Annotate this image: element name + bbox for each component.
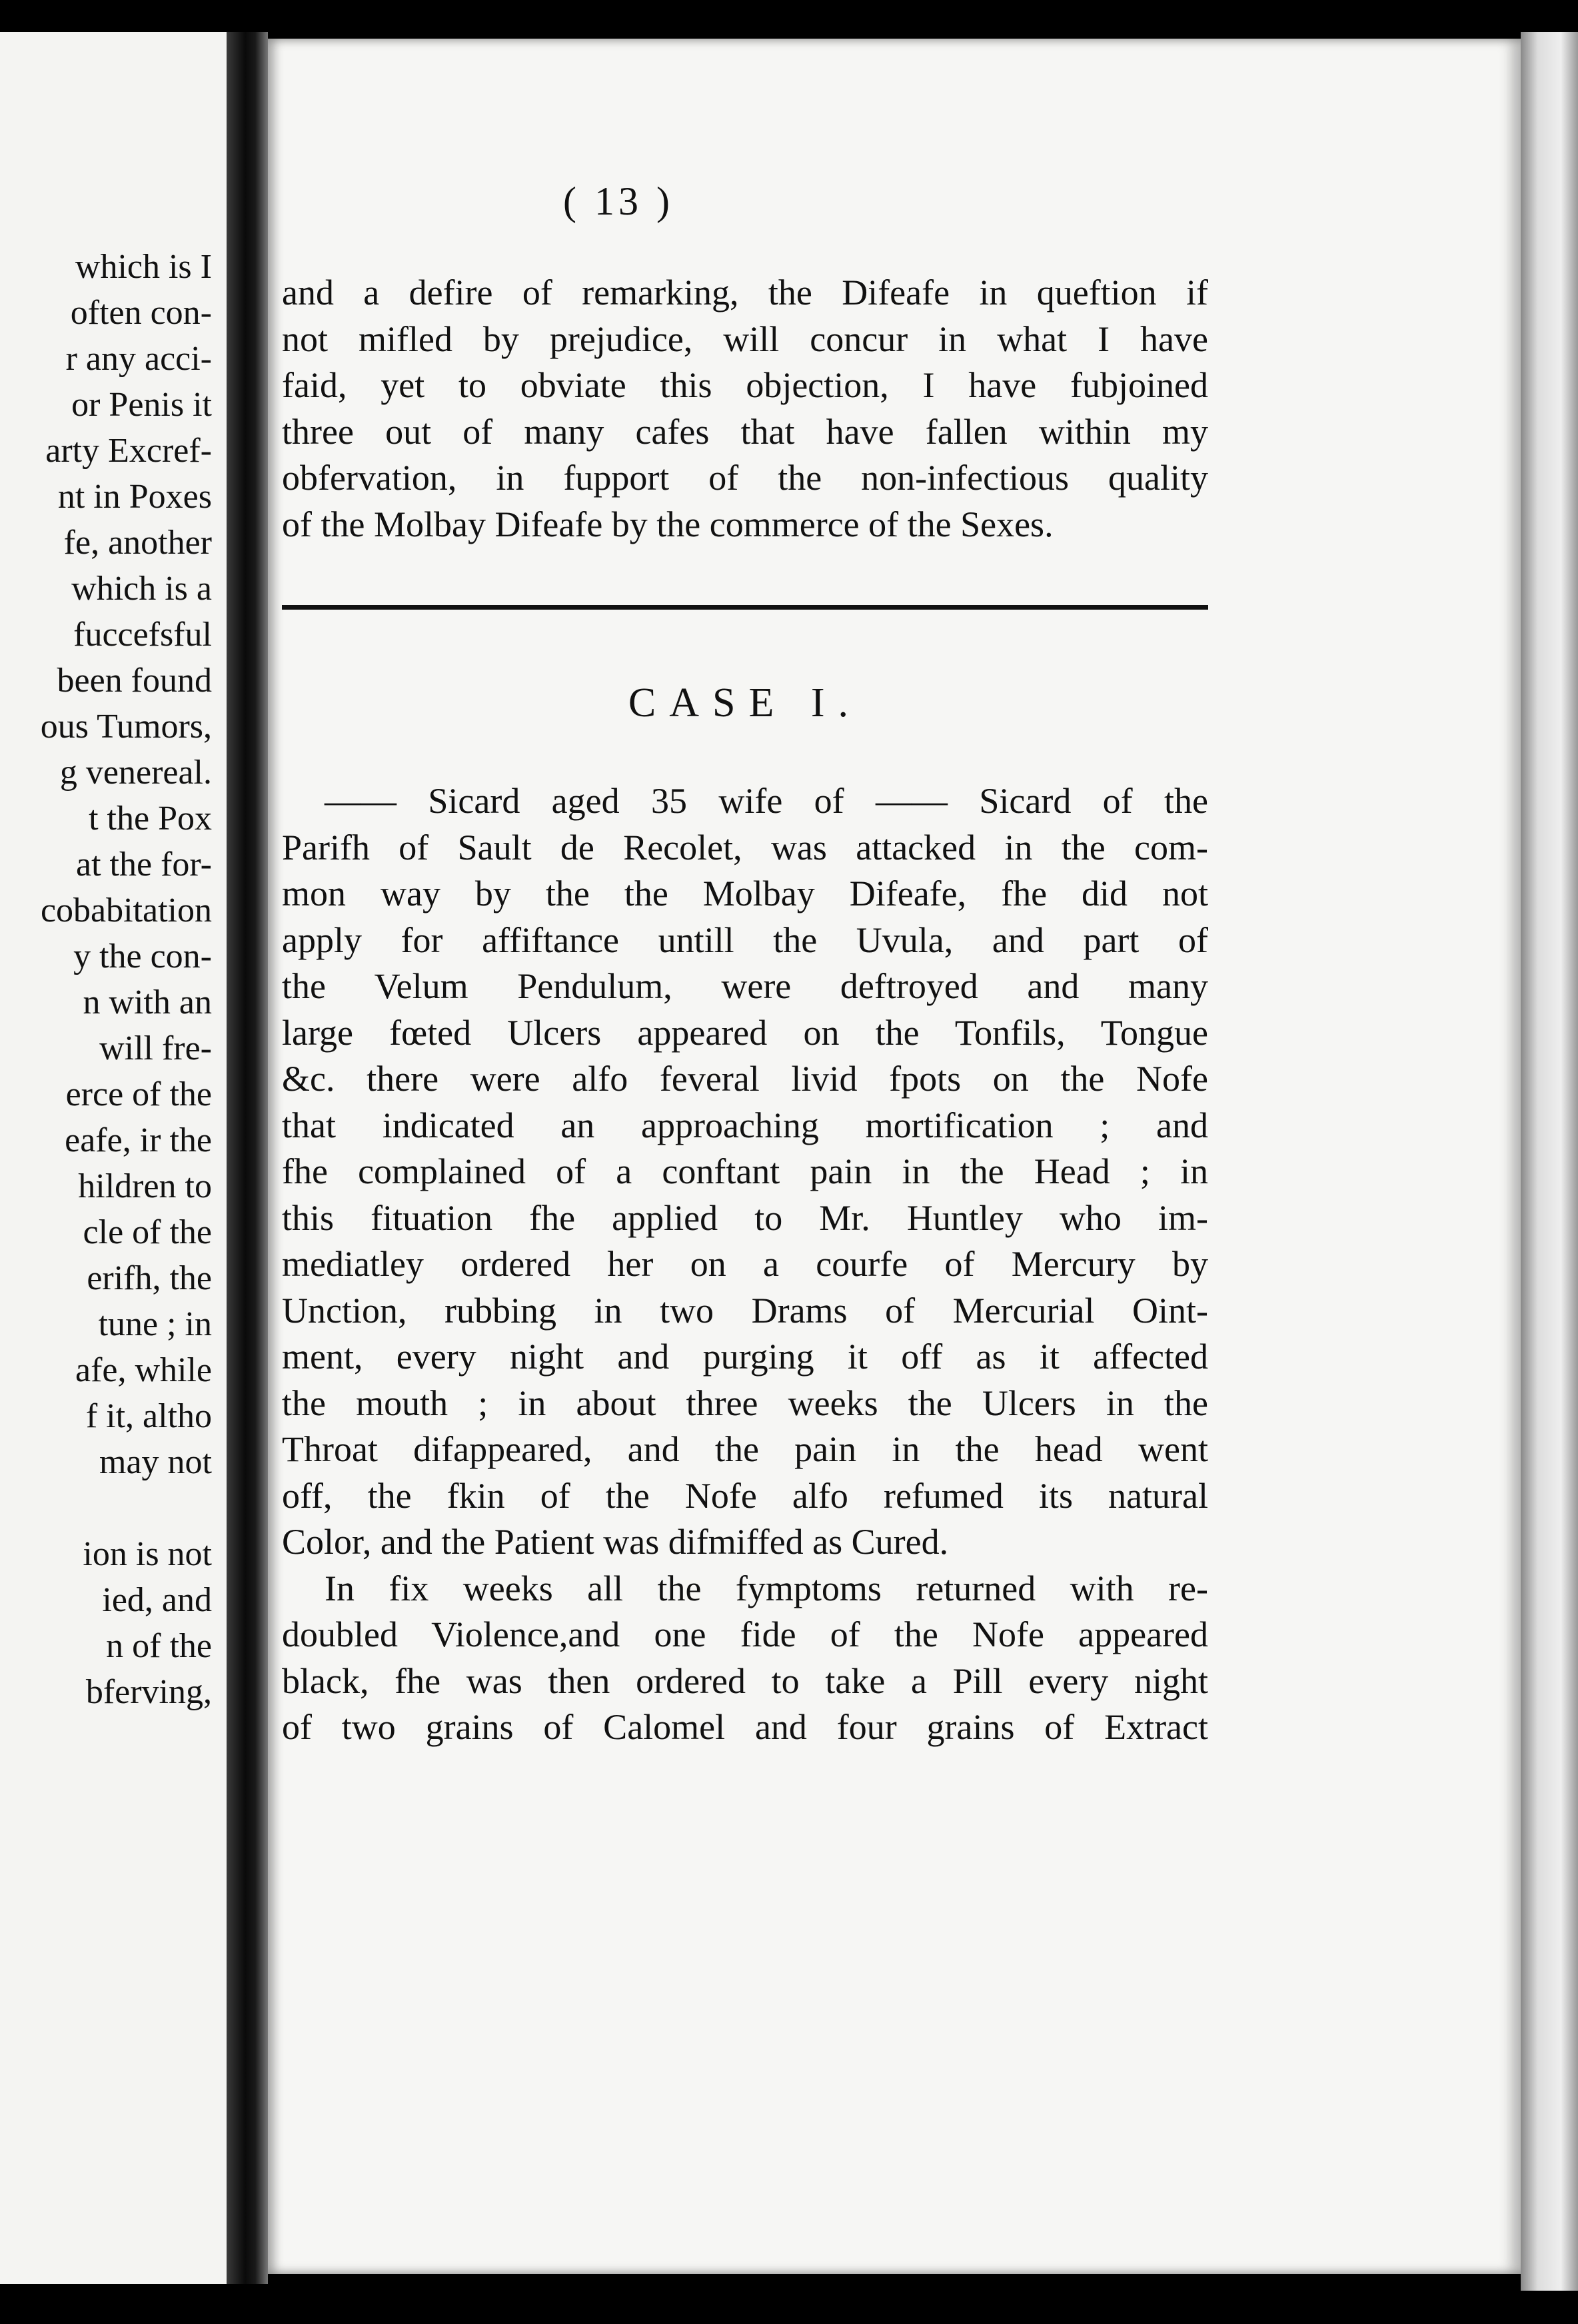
- text-line: faid, yet to obviate this objection, I have fubjoined: [282, 365, 1208, 405]
- text-line: the mouth ; in about three weeks the Ulcers in the: [282, 1383, 1208, 1423]
- facing-page-line: [0, 1485, 212, 1531]
- intro-paragraph: [282, 270, 1208, 548]
- case-paragraph: [282, 778, 1208, 1751]
- facing-page-line: fuccefsful: [73, 616, 212, 654]
- facing-page-line: nt in Poxes: [57, 478, 212, 516]
- facing-page-line: cobabitation: [40, 891, 212, 929]
- text-line: ment, every night and purging it off as it affected: [282, 1337, 1208, 1377]
- text-line: three out of many cafes that have fallen within my: [282, 411, 1208, 452]
- page-edge-right: [1521, 32, 1578, 2291]
- facing-page-line: erce of the: [65, 1075, 212, 1113]
- facing-page-line: t the Pox: [89, 800, 212, 838]
- text-line: doubled Violence,and one fide of the Nofe appeared: [282, 1614, 1208, 1654]
- facing-page-line: been found: [57, 662, 212, 700]
- text-line: of the Molbay Difeafe by the commerce of the Sexes.: [282, 504, 1054, 544]
- text-line: Color, and the Patient was difmiffed as Cured.: [282, 1522, 949, 1562]
- text-line: this fituation fhe applied to Mr. Huntley who im-: [282, 1197, 1208, 1238]
- facing-page-line: f it, altho: [85, 1397, 212, 1435]
- text-line: apply for affiftance untill the Uvula, and part of: [282, 919, 1208, 960]
- text-line: &c. there were alfo feveral livid fpots on the Nofe: [282, 1059, 1208, 1099]
- text-line: the Velum Pendulum, were deftroyed and many: [282, 966, 1208, 1006]
- facing-page-line: ous Tumors,: [40, 708, 212, 746]
- facing-page-line: afe, while: [75, 1351, 212, 1389]
- book-gutter: [227, 32, 268, 2284]
- facing-page-line: at the for-: [76, 846, 212, 883]
- facing-page-line: n with an: [83, 983, 212, 1021]
- facing-page-line: often con-: [70, 294, 212, 332]
- text-line: fhe complained of a conftant pain in the Head ; in: [282, 1151, 1208, 1191]
- text-line: In fix weeks all the fymptoms returned with re-: [325, 1568, 1208, 1608]
- text-line: Parifh of Sault de Recolet, was attacked in the com-: [282, 827, 1208, 868]
- text-line: mon way by the the Molbay Difeafe, fhe did not: [282, 873, 1208, 913]
- facing-page-line: hildren to: [78, 1167, 212, 1205]
- section-rule: [282, 605, 1208, 610]
- case-heading: CASE I.: [628, 680, 862, 726]
- facing-page-line: which is I: [75, 248, 212, 286]
- facing-page-line: n of the: [106, 1627, 212, 1665]
- text-line: obfervation, in fupport of the non-infectious quality: [282, 458, 1208, 498]
- facing-page-line: may not: [99, 1443, 212, 1481]
- facing-page-line: ied, and: [102, 1581, 212, 1619]
- facing-page-line: y the con-: [73, 937, 212, 975]
- facing-page-line: which is a: [71, 570, 212, 608]
- text-line: and a defire of remarking, the Difeafe in queftion if: [282, 273, 1208, 312]
- facing-page-line: will fre-: [99, 1029, 212, 1067]
- facing-page-line: g venereal.: [59, 754, 212, 792]
- facing-page-line: tune ; in: [98, 1305, 212, 1343]
- facing-page-left: [0, 32, 227, 2284]
- scan-top-border: [0, 0, 1578, 32]
- text-line: not mifled by prejudice, will concur in what I have: [282, 318, 1208, 359]
- facing-page-line: fe, another: [63, 524, 212, 562]
- text-line: black, fhe was then ordered to take a Pill every night: [282, 1660, 1208, 1701]
- facing-page-line: r any acci-: [65, 340, 212, 378]
- text-line: Throat difappeared, and the pain in the head went: [282, 1429, 1208, 1469]
- text-line: mediatley ordered her on a courfe of Mercury by: [282, 1244, 1208, 1284]
- facing-page-line: or Penis it: [71, 386, 212, 424]
- facing-page-line: erifh, the: [87, 1259, 212, 1297]
- facing-page-line: cle of the: [83, 1213, 212, 1251]
- facing-page-text: [0, 244, 212, 1715]
- page-number: ( 13 ): [563, 179, 674, 223]
- text-line: Unction, rubbing in two Drams of Mercurial Oint-: [282, 1290, 1208, 1331]
- text-line: of two grains of Calomel and four grains of Extract: [282, 1707, 1208, 1747]
- text-line: off, the fkin of the Nofe alfo refumed its natural: [282, 1475, 1208, 1516]
- facing-page-line: bferving,: [85, 1673, 212, 1711]
- facing-page-line: ion is not: [83, 1535, 212, 1573]
- text-line: large fœted Ulcers appeared on the Tonfils, Tongue: [282, 1012, 1208, 1053]
- facing-page-line: arty Excref-: [45, 432, 212, 470]
- text-line: —— Sicard aged 35 wife of —— Sicard of the: [325, 781, 1208, 821]
- scan-bottom-border: [0, 2285, 1578, 2324]
- facing-page-line: eafe, ir the: [65, 1121, 212, 1159]
- text-line: that indicated an approaching mortification ; and: [282, 1105, 1208, 1145]
